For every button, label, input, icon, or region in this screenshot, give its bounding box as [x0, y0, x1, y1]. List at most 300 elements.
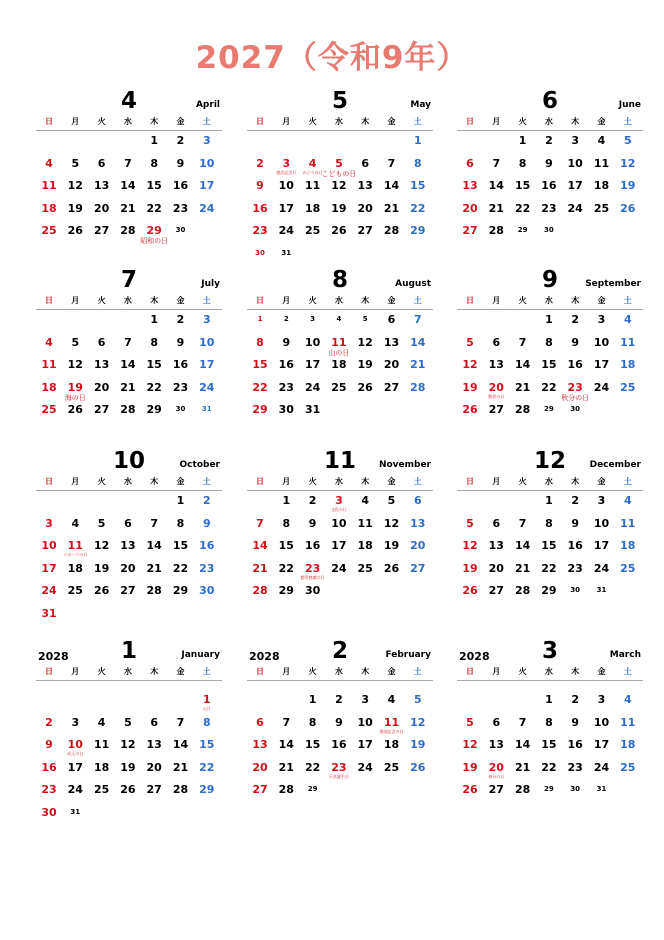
- day-number: 14: [252, 539, 268, 552]
- day-cell: [379, 539, 405, 561]
- day-number: 5: [71, 335, 80, 349]
- day-cell: [300, 761, 326, 783]
- day-cell: [615, 494, 641, 516]
- weekday-label: 水: [334, 477, 343, 486]
- day-number: 22: [146, 201, 162, 215]
- day-cell: [536, 202, 562, 224]
- day-cell: [194, 517, 220, 539]
- month-block: [457, 448, 643, 638]
- day-cell: [115, 358, 141, 380]
- day-number: 8: [150, 156, 159, 170]
- day-number: 16: [567, 738, 583, 751]
- day-cell: [352, 336, 378, 358]
- day-cell: [115, 179, 141, 201]
- day-number: 15: [252, 358, 268, 371]
- day-cell: [483, 761, 509, 783]
- day-cell: [300, 716, 326, 738]
- weekday-label: 木: [150, 296, 159, 305]
- weekday-header: [247, 295, 433, 310]
- day-number: 6: [413, 494, 422, 507]
- day-cell: [194, 494, 220, 516]
- day-cell: [89, 716, 115, 738]
- day-number: 27: [146, 783, 162, 796]
- day-cell: [562, 179, 588, 201]
- weekday-label: 月: [492, 667, 501, 676]
- day-cell: [247, 224, 273, 246]
- day-cell: [247, 157, 273, 179]
- weekday-label: 火: [308, 667, 317, 676]
- day-cell: [247, 738, 273, 760]
- day-number: 5: [97, 516, 106, 530]
- holiday-name: 文化の日: [330, 507, 347, 512]
- day-cell: [536, 693, 562, 715]
- day-cell: [379, 494, 405, 516]
- day-number: 3: [71, 715, 80, 729]
- day-number: 3: [282, 156, 291, 170]
- day-number: 3: [202, 134, 211, 147]
- day-cell: [405, 157, 431, 179]
- day-cell: [168, 358, 194, 380]
- day-cell: [536, 358, 562, 380]
- weekday-label: 水: [123, 477, 132, 486]
- day-number: 29: [541, 584, 557, 597]
- day-cell: [62, 738, 88, 760]
- day-number: 7: [256, 516, 264, 530]
- day-cell: [300, 783, 326, 805]
- day-number: 10: [567, 156, 583, 170]
- day-number: 24: [593, 760, 610, 774]
- day-cell: [273, 247, 299, 269]
- day-cell: [326, 693, 352, 715]
- day-cell: [62, 539, 88, 561]
- month-block: [36, 448, 222, 638]
- day-cell: [615, 358, 641, 380]
- day-number: 23: [172, 380, 189, 394]
- weekday-label: 火: [308, 117, 317, 126]
- day-cell: [247, 562, 273, 584]
- holiday-name: みどりの日: [302, 169, 323, 175]
- day-cell: [326, 517, 352, 539]
- day-number: 9: [335, 715, 343, 729]
- day-number: 22: [541, 760, 557, 774]
- day-number: 30: [570, 586, 581, 594]
- day-cell: [352, 761, 378, 783]
- month-name: December: [589, 460, 641, 470]
- day-cell: [300, 381, 326, 403]
- day-number: 20: [357, 201, 373, 215]
- day-number: 20: [120, 561, 136, 575]
- day-cell: [141, 179, 167, 201]
- day-number: 1: [282, 494, 291, 507]
- day-cell: [536, 562, 562, 584]
- day-number: 3: [597, 313, 606, 326]
- day-number: 1: [518, 134, 527, 147]
- day-number: 9: [545, 156, 553, 170]
- day-number: 7: [282, 715, 291, 729]
- day-number: 16: [199, 539, 215, 552]
- day-cell: [141, 761, 167, 783]
- day-number: 19: [120, 760, 136, 774]
- day-number: 14: [172, 738, 189, 751]
- day-cell: [89, 738, 115, 760]
- day-number: 9: [202, 516, 211, 530]
- weekday-label: 金: [387, 296, 396, 305]
- day-number: 22: [514, 201, 531, 215]
- day-number: 2: [545, 134, 553, 147]
- day-number: 17: [567, 179, 583, 192]
- day-number: 5: [466, 715, 474, 729]
- day-cell: [62, 761, 88, 783]
- day-number: 8: [176, 516, 185, 530]
- day-number: 1: [150, 313, 159, 326]
- day-cell: [36, 336, 62, 358]
- day-number: 10: [67, 738, 83, 751]
- day-cell: [194, 202, 220, 224]
- day-number: 23: [278, 380, 294, 394]
- day-number: 16: [172, 179, 189, 192]
- day-number: 23: [304, 561, 321, 575]
- day-number: 24: [567, 201, 583, 215]
- day-number: 21: [146, 561, 162, 575]
- weekday-header: [457, 116, 643, 131]
- day-cell: [457, 517, 483, 539]
- day-number: 13: [488, 539, 504, 552]
- day-number: 7: [518, 516, 527, 530]
- day-cell: [300, 403, 326, 425]
- day-number: 11: [620, 335, 636, 349]
- day-cell: [89, 224, 115, 246]
- holiday-name: 天皇誕生日: [328, 773, 349, 779]
- day-cell: [483, 381, 509, 403]
- day-cell: [483, 179, 509, 201]
- day-cell: [115, 381, 141, 403]
- day-number: 29: [278, 584, 294, 597]
- weekday-label: 金: [597, 296, 606, 305]
- day-cell: [89, 202, 115, 224]
- day-number: 18: [383, 738, 400, 751]
- day-cell: [457, 562, 483, 584]
- day-cell: [62, 179, 88, 201]
- day-number: 5: [413, 693, 422, 706]
- day-number: 4: [45, 335, 53, 349]
- day-number: 9: [571, 335, 580, 349]
- day-number: 14: [120, 358, 136, 371]
- day-cell: [247, 584, 273, 606]
- weekday-label: 日: [256, 477, 264, 486]
- day-number: 25: [383, 760, 400, 774]
- day-number: 22: [541, 380, 557, 394]
- weekday-label: 水: [544, 117, 553, 126]
- day-number: 21: [410, 358, 426, 371]
- day-number: 27: [488, 403, 504, 416]
- month-block: [247, 267, 433, 457]
- day-cell: [168, 381, 194, 403]
- month-number: 9: [541, 267, 558, 293]
- day-number: 13: [357, 179, 373, 192]
- month-block: [457, 88, 643, 278]
- day-cell: [457, 403, 483, 425]
- day-cell: [194, 336, 220, 358]
- day-number: 8: [308, 715, 317, 729]
- day-number: 14: [146, 539, 162, 552]
- weekday-label: 木: [361, 667, 370, 676]
- day-number: 27: [120, 584, 136, 597]
- day-number: 5: [124, 715, 132, 729]
- day-cell: [326, 202, 352, 224]
- day-number: 21: [514, 561, 531, 575]
- weekday-label: 木: [571, 667, 580, 676]
- day-number: 28: [172, 783, 189, 796]
- day-number: 19: [67, 201, 83, 215]
- month-name: February: [385, 650, 431, 660]
- day-number: 16: [331, 738, 347, 751]
- day-number: 28: [514, 783, 531, 796]
- weekday-label: 木: [361, 117, 370, 126]
- day-number: 12: [462, 539, 478, 552]
- day-cell: [62, 403, 88, 425]
- day-cell: [326, 494, 352, 516]
- day-cell: [115, 517, 141, 539]
- day-number: 10: [304, 335, 321, 349]
- day-cell: [36, 716, 62, 738]
- day-number: 24: [278, 224, 294, 237]
- day-number: 27: [93, 224, 110, 237]
- day-number: 23: [331, 760, 347, 774]
- day-number: 31: [41, 606, 57, 620]
- day-cell: [141, 134, 167, 156]
- weekday-label: 日: [45, 667, 53, 676]
- day-number: 20: [488, 760, 504, 774]
- day-number: 8: [545, 516, 553, 530]
- day-number: 17: [593, 358, 610, 371]
- day-cell: [62, 562, 88, 584]
- day-number: 23: [172, 201, 189, 215]
- day-cell: [615, 539, 641, 561]
- day-cell: [194, 693, 220, 715]
- month-number: 6: [541, 88, 558, 114]
- day-number: 25: [67, 584, 83, 597]
- day-number: 26: [620, 201, 636, 215]
- weekday-label: 日: [256, 296, 264, 305]
- day-number: 17: [593, 539, 610, 552]
- day-cell: [300, 584, 326, 606]
- day-cell: [405, 179, 431, 201]
- day-cell: [536, 179, 562, 201]
- day-number: 24: [304, 380, 321, 394]
- weekday-label: 日: [45, 117, 53, 126]
- day-cell: [457, 783, 483, 805]
- month-name: November: [378, 460, 431, 470]
- day-number: 28: [488, 224, 504, 237]
- day-cell: [457, 157, 483, 179]
- day-cell: [168, 761, 194, 783]
- day-number: 27: [488, 783, 504, 796]
- day-cell: [168, 562, 194, 584]
- day-cell: [141, 202, 167, 224]
- day-number: 13: [146, 738, 162, 751]
- day-number: 28: [252, 584, 268, 597]
- day-cell: [536, 157, 562, 179]
- month-name: October: [179, 460, 220, 470]
- weekday-label: 土: [413, 117, 422, 126]
- day-number: 10: [199, 156, 215, 170]
- day-number: 11: [67, 539, 83, 552]
- day-number: 9: [571, 715, 580, 729]
- month-name: August: [395, 279, 431, 289]
- day-number: 3: [310, 315, 316, 323]
- day-cell: [141, 157, 167, 179]
- day-number: 2: [283, 315, 289, 323]
- day-cell: [273, 716, 299, 738]
- day-cell: [36, 562, 62, 584]
- day-number: 30: [41, 805, 57, 819]
- day-number: 29: [146, 403, 162, 416]
- day-cell: [483, 202, 509, 224]
- weekday-label: 火: [518, 117, 527, 126]
- day-cell: [168, 716, 194, 738]
- day-cell: [510, 224, 536, 246]
- day-number: 7: [150, 516, 159, 530]
- day-cell: [62, 584, 88, 606]
- weekday-label: 日: [466, 477, 474, 486]
- weekday-label: 土: [413, 667, 422, 676]
- day-number: 13: [462, 179, 478, 192]
- day-cell: [379, 157, 405, 179]
- day-cell: [589, 517, 615, 539]
- day-cell: [141, 584, 167, 606]
- day-number: 14: [514, 738, 531, 751]
- day-cell: [326, 358, 352, 380]
- day-number: 2: [571, 693, 580, 706]
- day-number: 3: [335, 494, 343, 507]
- day-number: 18: [41, 380, 57, 394]
- day-cell: [194, 761, 220, 783]
- day-cell: [615, 517, 641, 539]
- day-number: 13: [488, 358, 504, 371]
- day-number: 31: [201, 405, 212, 413]
- day-cell: [483, 403, 509, 425]
- day-number: 1: [257, 315, 263, 323]
- day-number: 19: [620, 179, 636, 192]
- day-number: 28: [120, 403, 136, 416]
- day-cell: [247, 336, 273, 358]
- day-cell: [483, 224, 509, 246]
- day-cell: [115, 157, 141, 179]
- weekday-label: 土: [623, 117, 632, 126]
- weekday-label: 木: [150, 117, 159, 126]
- day-cell: [536, 738, 562, 760]
- day-number: 10: [593, 715, 610, 729]
- day-cell: [89, 562, 115, 584]
- weekday-label: 日: [256, 117, 264, 126]
- day-number: 27: [93, 403, 110, 416]
- day-cell: [115, 336, 141, 358]
- day-cell: [589, 358, 615, 380]
- day-cell: [194, 783, 220, 805]
- day-cell: [510, 539, 536, 561]
- day-cell: [247, 313, 273, 335]
- day-cell: [141, 381, 167, 403]
- day-number: 1: [545, 494, 553, 507]
- day-cell: [562, 693, 588, 715]
- day-number: 8: [202, 715, 211, 729]
- day-number: 24: [41, 584, 57, 597]
- day-cell: [326, 738, 352, 760]
- weekday-label: 水: [123, 117, 132, 126]
- day-cell: [36, 517, 62, 539]
- day-cell: [379, 336, 405, 358]
- day-number: 31: [596, 785, 607, 793]
- weekday-label: 火: [518, 477, 527, 486]
- day-number: 12: [67, 179, 83, 192]
- day-cell: [510, 202, 536, 224]
- day-number: 16: [278, 358, 294, 371]
- day-cell: [89, 584, 115, 606]
- day-number: 25: [41, 403, 57, 416]
- day-number: 20: [93, 380, 110, 394]
- day-number: 14: [278, 738, 294, 751]
- day-cell: [352, 562, 378, 584]
- day-cell: [168, 336, 194, 358]
- day-number: 27: [357, 224, 373, 237]
- day-cell: [457, 761, 483, 783]
- day-cell: [168, 313, 194, 335]
- day-cell: [562, 517, 588, 539]
- day-number: 22: [541, 561, 557, 575]
- day-number: 11: [620, 715, 636, 729]
- day-cell: [457, 584, 483, 606]
- day-number: 5: [335, 156, 343, 170]
- day-number: 18: [620, 738, 636, 751]
- day-cell: [62, 783, 88, 805]
- day-cell: [379, 761, 405, 783]
- day-cell: [194, 313, 220, 335]
- day-cell: [273, 313, 299, 335]
- day-number: 30: [175, 226, 186, 234]
- day-number: 20: [410, 539, 426, 552]
- day-number: 2: [202, 494, 211, 507]
- month-name: January: [181, 650, 220, 660]
- day-cell: [194, 179, 220, 201]
- month-name: June: [618, 100, 641, 110]
- day-number: 1: [545, 313, 553, 326]
- day-number: 22: [410, 201, 426, 215]
- day-cell: [273, 224, 299, 246]
- day-number: 21: [514, 380, 531, 394]
- day-number: 11: [41, 179, 57, 192]
- day-number: 19: [462, 380, 478, 394]
- weekday-label: 水: [544, 477, 553, 486]
- day-number: 17: [331, 539, 347, 552]
- day-cell: [326, 716, 352, 738]
- day-number: 30: [304, 584, 321, 597]
- day-cell: [352, 179, 378, 201]
- day-cell: [405, 517, 431, 539]
- day-number: 10: [278, 179, 294, 192]
- month-year: 2028: [249, 650, 280, 663]
- day-number: 22: [172, 561, 189, 575]
- day-cell: [89, 381, 115, 403]
- day-number: 11: [593, 156, 610, 170]
- day-cell: [194, 381, 220, 403]
- day-number: 2: [256, 156, 264, 170]
- day-number: 4: [45, 156, 53, 170]
- day-number: 26: [462, 783, 478, 796]
- day-number: 3: [361, 693, 370, 706]
- day-cell: [168, 783, 194, 805]
- day-number: 26: [357, 380, 373, 394]
- day-number: 25: [93, 783, 110, 796]
